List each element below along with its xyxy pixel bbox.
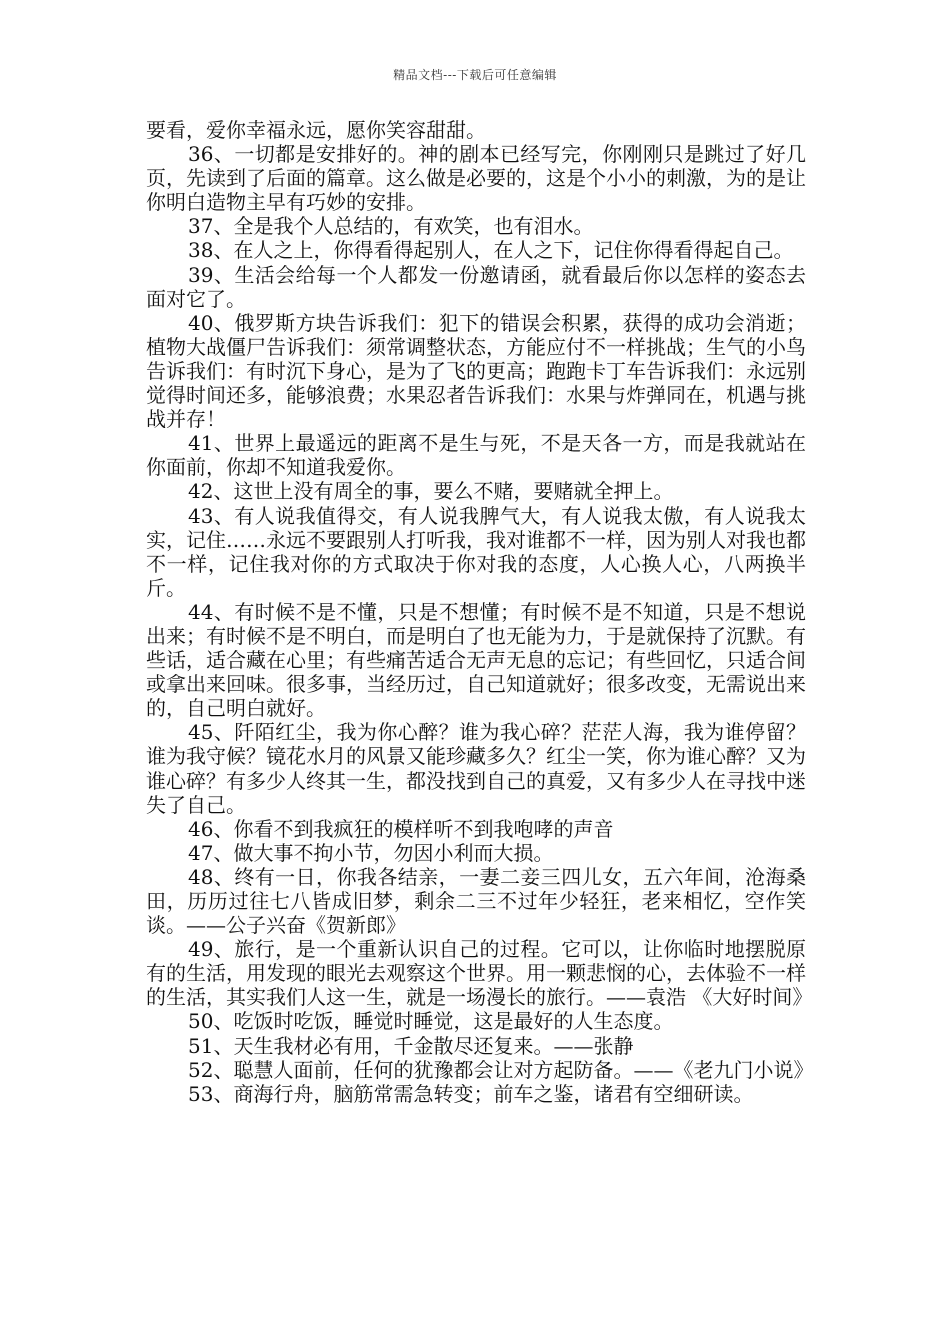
paragraph-36: 36、一切都是安排好的。神的剧本已经写完，你刚刚只是跳过了好几页，先读到了后面的篇章。这么做是必要的，这是个小小的刺激，为的是让你明白造物主早有巧妙的安排。 <box>146 142 806 215</box>
paragraph-45: 45、阡陌红尘，我为你心醉？谁为我心碎？茫茫人海，我为谁停留？谁为我守候？镜花水月的风景又能珍藏多久？红尘一笑，你为谁心醉？又为谁心碎？有多少人终其一生，都没找到自己的真爱，又有多少人在寻找中迷失了自己。 <box>146 720 806 817</box>
paragraph-38: 38、在人之上，你得看得起别人，在人之下，记住你得看得起自己。 <box>188 238 794 263</box>
paragraph-41: 41、世界上最遥远的距离不是生与死，不是天各一方，而是我就站在你面前，你却不知道我爱你。 <box>146 431 806 480</box>
paragraph-47: 47、做大事不拘小节，勿因小利而大损。 <box>188 840 554 865</box>
paragraph-40: 40、俄罗斯方块告诉我们：犯下的错误会积累，获得的成功会消逝；植物大战僵尸告诉我们：须常调整状态，方能应付不一样挑战；生气的小鸟告诉我们：有时沉下身心，是为了飞的更高；跑跑卡丁车告诉我们：永远别觉得时间还多，能够浪费；水果忍者告诉我们：水果与炸弹同在，机遇与挑战并存！ <box>146 310 806 432</box>
paragraph-continuation: 要看，爱你幸福永远，愿你笑容甜甜。 <box>146 118 486 142</box>
paragraph-49: 49、旅行，是一个重新认识自己的过程。它可以，让你临时地摆脱原有的生活，用发现的眼光去观察这个世界。用一颗悲悯的心，去体验不一样的生活，其实我们人这一生，就是一场漫长的旅行。——袁浩 《大好时间》 <box>146 937 813 1010</box>
paragraph-43: 43、有人说我值得交，有人说我脾气大，有人说我太傲，有人说我太实，记住……永远不要跟别人打听我，我对谁都不一样，因为别人对我也都不一样，记住我对你的方式取决于你对我的态度，人心换人心，八两换半斤。 <box>146 503 806 600</box>
page-header: 精品文档---下载后可任意编辑 <box>393 68 557 82</box>
paragraph-52: 52、聪慧人面前，任何的犹豫都会让对方起防备。——《老九门小说》 <box>188 1057 814 1082</box>
document-body <box>146 118 814 1106</box>
paragraph-39: 39、生活会给每一个人都发一份邀请函，就看最后你以怎样的姿态去面对它了。 <box>146 262 806 311</box>
paragraph-44: 44、有时候不是不懂，只是不想懂；有时候不是不知道，只是不想说出来；有时候不是不明白，而是明白了也无能为力，于是就保持了沉默。有些话，适合藏在心里；有些痛苦适合无声无息的忘记；有些回忆，只适合间或拿出来回味。很多事，当经历过，自己知道就好；很多改变，无需说出来的，自己明白就好。 <box>146 599 806 721</box>
paragraph-51: 51、天生我材必有用，千金散尽还复来。——张静 <box>188 1033 634 1058</box>
paragraph-50: 50、吃饭时吃饭，睡觉时睡觉，这是最好的人生态度。 <box>188 1009 674 1034</box>
paragraph-48: 48、终有一日，你我各结亲，一妻二妾三四儿女，五六年间，沧海桑田，历历过往七八皆成旧梦，剩余二三不过年少轻狂，老来相忆，空作笑谈。——公子兴奋《贺新郎》 <box>146 864 806 938</box>
paragraph-42: 42、这世上没有周全的事，要么不赌，要赌就全押上。 <box>188 479 674 504</box>
paragraph-53: 53、商海行舟，脑筋常需急转变；前车之鉴，诸君有空细研读。 <box>188 1081 754 1106</box>
paragraph-46: 46、你看不到我疯狂的模样听不到我咆哮的声音 <box>188 816 614 841</box>
paragraph-37: 37、全是我个人总结的，有欢笑，也有泪水。 <box>188 214 594 239</box>
